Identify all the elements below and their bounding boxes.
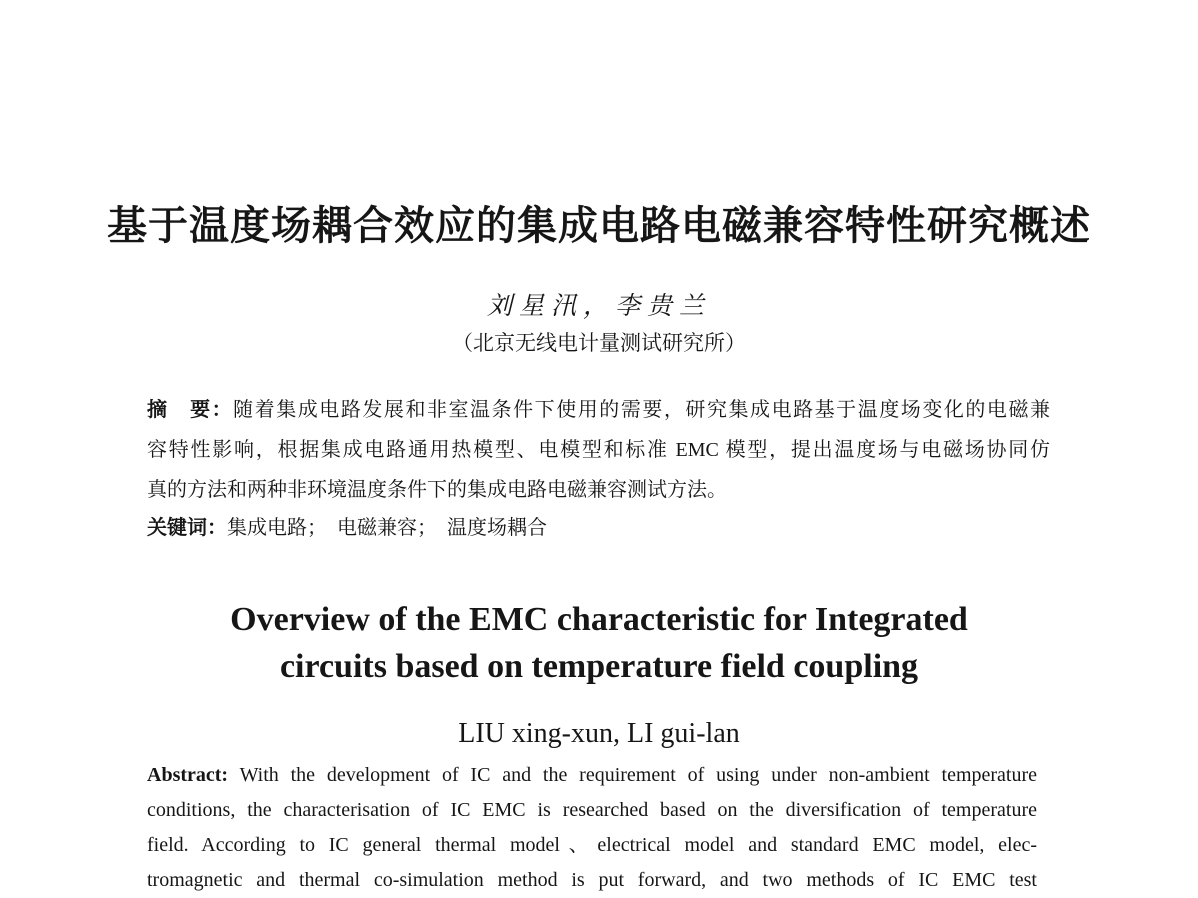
english-authors: LIU xing-xun, LI gui-lan xyxy=(458,718,740,749)
chinese-authors: 刘星汛，李贵兰 xyxy=(486,293,711,320)
english-abstract-line-4-clipped: tromagnetic and thermal co-simulation method is put forward, and two methods of IC EMC test xyxy=(147,869,1037,891)
chinese-keywords-label: 关键词： xyxy=(147,517,227,539)
english-abstract-label: Abstract: xyxy=(147,764,229,786)
chinese-keywords-text: 集成电路； 电磁兼容； 温度场耦合 xyxy=(227,517,547,539)
chinese-keywords xyxy=(147,508,1050,548)
chinese-title: 基于温度场耦合效应的集成电路电磁兼容特性研究概述 xyxy=(107,204,1091,248)
chinese-abstract-line-3: 真的方法和两种非环境温度条件下的集成电路电磁兼容测试方法。 xyxy=(147,479,727,501)
english-title-line-1: Overview of the EMC characteristic for Integrated xyxy=(230,601,968,638)
chinese-abstract-text-1: 随着集成电路发展和非室温条件下使用的需要，研究集成电路基于温度场变化的电磁兼 xyxy=(233,399,1051,421)
english-abstract-line-1 xyxy=(147,758,1037,793)
chinese-affiliation: （北京无线电计量测试研究所） xyxy=(452,331,746,355)
english-title-line-2: circuits based on temperature field coupling xyxy=(279,648,919,685)
chinese-abstract-label: 摘 要： xyxy=(147,399,234,421)
english-title xyxy=(0,596,1198,690)
english-abstract-line-3: field. According to IC general thermal model、electrical model and standard EMC model, elec- xyxy=(147,834,1037,856)
english-abstract-line-2: conditions, the characterisation of IC EMC is researched based on the diversification of temperature xyxy=(147,799,1037,821)
chinese-abstract xyxy=(147,390,1050,510)
chinese-abstract-line-2: 容特性影响，根据集成电路通用热模型、电模型和标准 EMC 模型，提出温度场与电磁场协同仿 xyxy=(147,439,1050,461)
english-abstract-text-1: With the development of IC and the requirement of using under non-ambient temperature xyxy=(239,764,1038,786)
chinese-abstract-line-1 xyxy=(147,390,1050,430)
english-abstract xyxy=(147,758,1037,898)
